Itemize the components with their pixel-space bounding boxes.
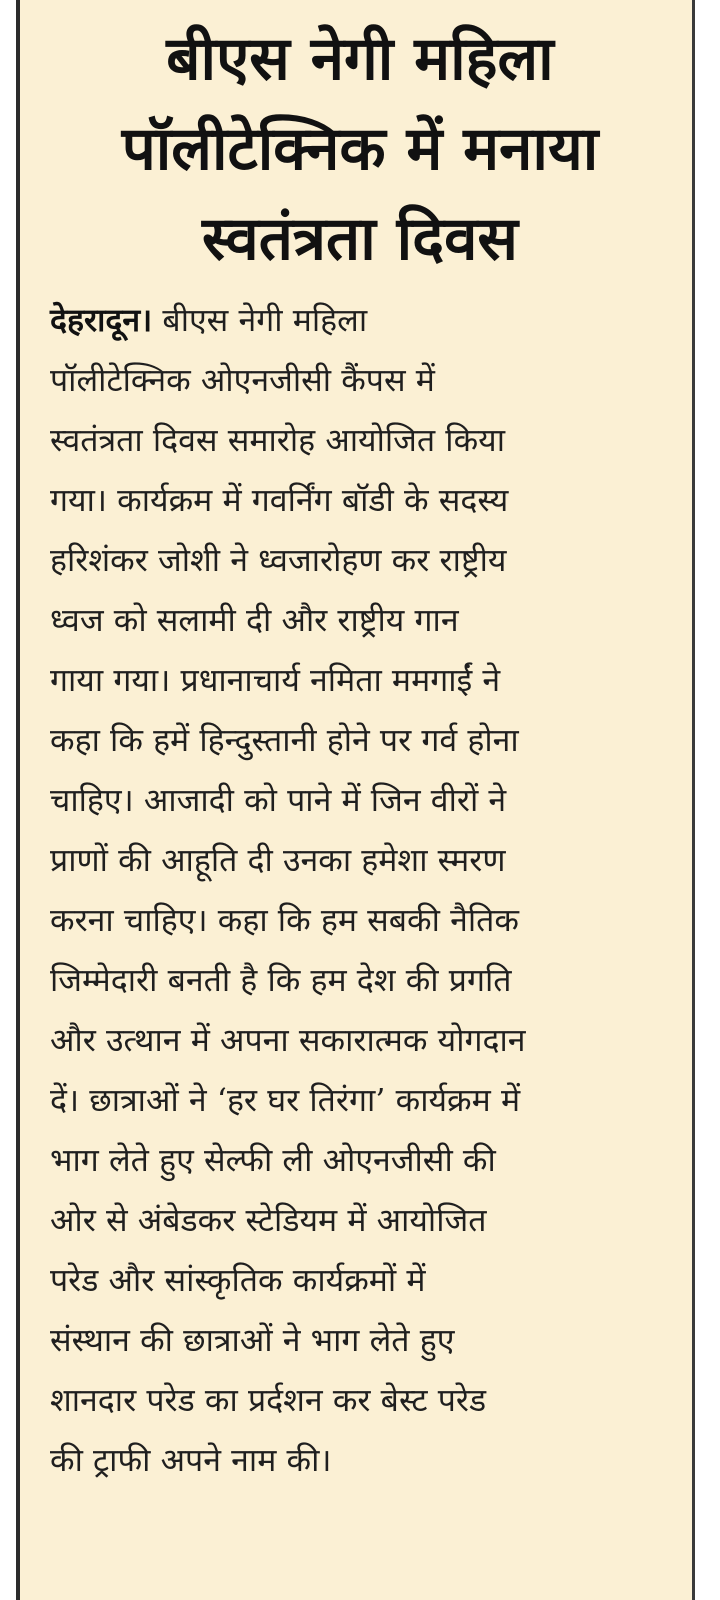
- article-line: संस्थान की छात्राओं ने भाग लेते हुए: [50, 1321, 455, 1359]
- article-line: गया। कार्यक्रम में गवर्निंग बॉडी के सदस्य: [50, 481, 509, 519]
- article-line: की ट्राफी अपने नाम की।: [50, 1441, 332, 1479]
- article-line: जिम्मेदारी बनती है कि हम देश की प्रगति: [50, 961, 512, 999]
- article-line: हरिशंकर जोशी ने ध्वजारोहण कर राष्ट्रीय: [50, 541, 507, 579]
- article-line: ओर से अंबेडकर स्टेडियम में आयोजित: [50, 1201, 487, 1239]
- article-line: परेड और सांस्कृतिक कार्यक्रमों में: [50, 1261, 426, 1299]
- article-line: करना चाहिए। कहा कि हम सबकी नैतिक: [50, 901, 519, 939]
- article-line: ध्वज को सलामी दी और राष्ट्रीय गान: [50, 601, 459, 639]
- headline-line: पॉलीटेक्निक में मनाया: [121, 114, 599, 184]
- right-column-rule: [692, 0, 695, 1600]
- article-line: चाहिए। आजादी को पाने में जिन वीरों ने: [50, 781, 507, 819]
- article-line: और उत्थान में अपना सकारात्मक योगदान: [50, 1021, 526, 1059]
- article-line: प्राणों की आहूति दी उनका हमेशा स्मरण: [50, 841, 506, 879]
- headline-line: बीएस नेगी महिला: [166, 24, 554, 94]
- article-line: कहा कि हमें हिन्दुस्तानी होने पर गर्व होना: [50, 721, 519, 759]
- article-first-line: [50, 290, 670, 350]
- headline-line: स्वतंत्रता दिवस: [202, 204, 518, 274]
- article-headline: [50, 14, 670, 284]
- article-line: गाया गया। प्रधानाचार्य नमिता ममगाईं ने: [50, 661, 501, 699]
- newspaper-article: [20, 0, 692, 1600]
- article-first-line-text: बीएस नेगी महिला: [152, 301, 368, 339]
- article-line: पॉलीटेक्निक ओएनजीसी कैंपस में: [50, 361, 435, 399]
- article-dateline: देहरादून।: [50, 301, 153, 339]
- article-line: भाग लेते हुए सेल्फी ली ओएनजीसी की: [50, 1141, 496, 1179]
- article-line: शानदार परेड का प्रर्दशन कर बेस्ट परेड: [50, 1381, 487, 1419]
- article-body: [50, 290, 670, 1490]
- article-line: स्वतंत्रता दिवस समारोह आयोजित किया: [50, 421, 506, 459]
- article-line: दें। छात्राओं ने ‘हर घर तिरंगा’ कार्यक्रम में: [50, 1081, 521, 1119]
